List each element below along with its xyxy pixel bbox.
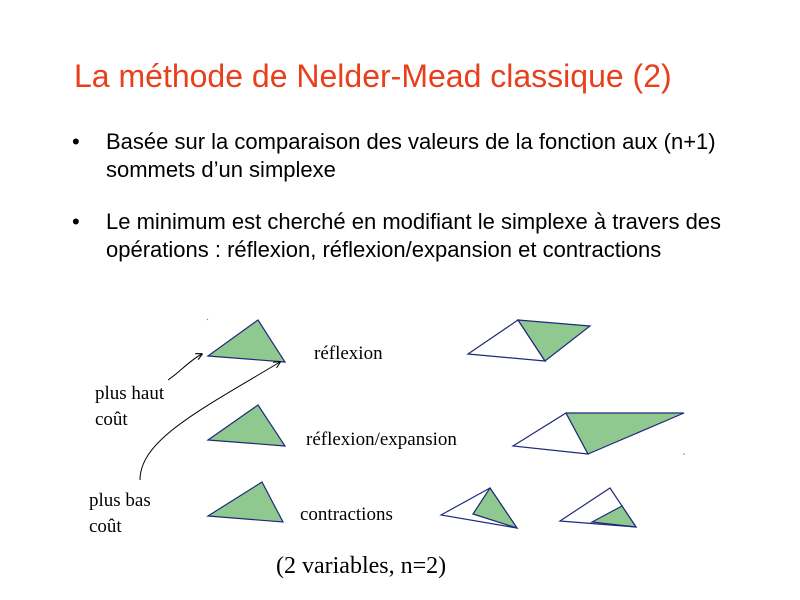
label-plus-bas-cout: coût <box>89 516 122 537</box>
arrow-high-cost <box>168 354 202 380</box>
label-reflexion: réflexion <box>314 343 383 364</box>
slide-title: La méthode de Nelder-Mead classique (2) <box>74 58 672 94</box>
bullet-text: Basée sur la comparaison des valeurs de la fonction aux (n+1) sommets d’un simplexe <box>106 129 716 182</box>
label-plus-haut: plus haut <box>95 383 165 404</box>
simplex-triangle <box>208 320 285 362</box>
label-plus-bas: plus bas <box>89 490 151 511</box>
label-plus-haut-cout: coût <box>95 409 128 430</box>
diagram-caption: (2 variables, n=2) <box>276 553 447 579</box>
bullet-text: Le minimum est cherché en modifiant le simplexe à travers des opérations : réflexion, réflexion/expansion et contractions <box>106 209 722 262</box>
bullet-dot-icon: • <box>72 129 80 154</box>
label-reflexion-expansion: réflexion/expansion <box>306 429 457 450</box>
tick-mark <box>207 319 208 320</box>
bullet-dot-icon: • <box>72 209 80 234</box>
simplex-triangle <box>208 405 285 446</box>
label-contractions: contractions <box>300 504 393 525</box>
simplex-triangle <box>208 482 283 522</box>
